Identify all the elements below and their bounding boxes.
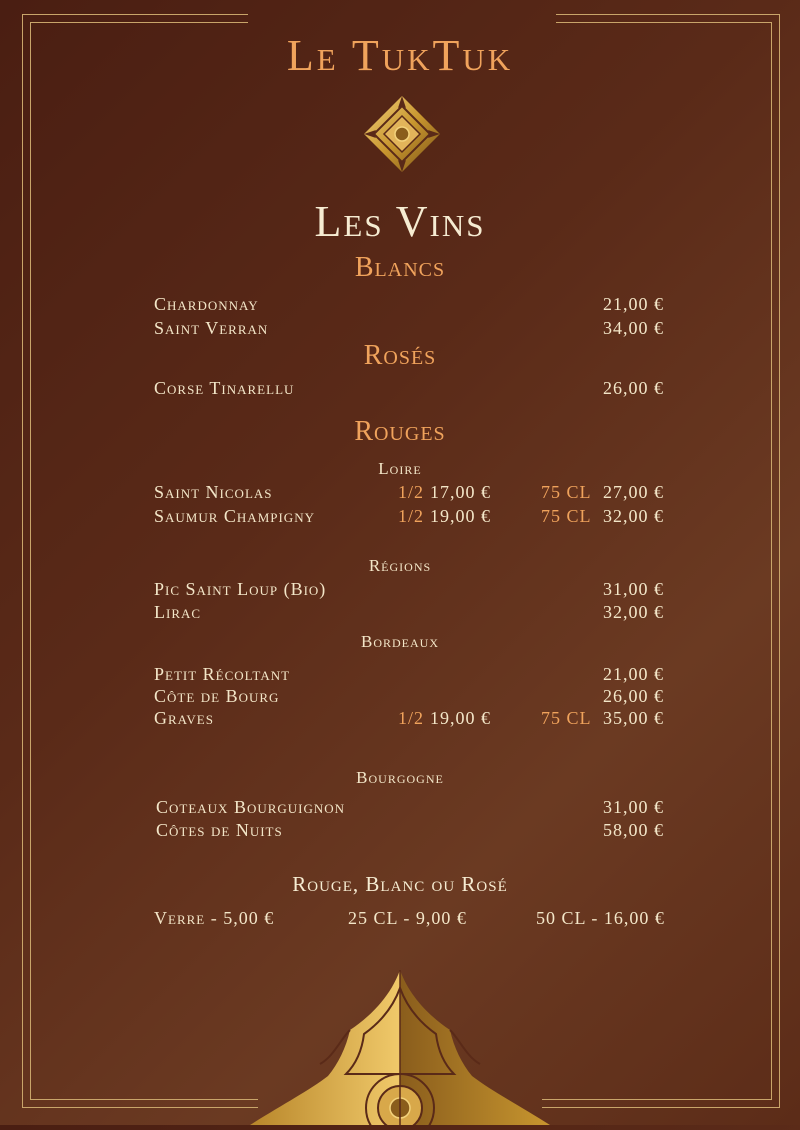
wine-name: Côtes de Nuits [156, 820, 283, 840]
wine-row [0, 506, 800, 530]
restaurant-name: Le TukTuk [286, 31, 514, 80]
wine-price: 21,00 € [603, 664, 664, 684]
subsection-title-bordeaux: Bordeaux [360, 632, 439, 651]
wine-row [0, 482, 800, 506]
subsection-title-loire: Loire [378, 459, 422, 478]
wine-name: Graves [154, 708, 214, 728]
wine-price: 31,00 € [603, 797, 664, 817]
wine-price: 35,00 € [603, 708, 664, 728]
subsection-title-regions: Régions [368, 556, 432, 575]
frame-bottom-right-inner [542, 1099, 772, 1100]
bottle-size-label: 75 CL [541, 708, 592, 728]
wine-price: 21,00 € [603, 294, 664, 314]
glass-price: Verre - 5,00 € [154, 908, 275, 928]
frame-bottom-right [542, 1107, 780, 1108]
thai-temple-ornament-icon [250, 968, 550, 1125]
wine-row [0, 579, 800, 603]
wine-row [0, 378, 800, 402]
wine-name: Petit Récoltant [154, 664, 291, 684]
half-bottle-label: 1/2 [398, 708, 425, 728]
page-title: Les Vins [314, 197, 486, 246]
50cl-price: 50 CL - 16,00 € [536, 908, 665, 928]
wine-row [0, 797, 800, 821]
half-bottle-price: 17,00 € [430, 482, 491, 502]
frame-top-right-inner [556, 22, 772, 23]
wine-row [0, 820, 800, 844]
frame-top-left [22, 14, 248, 15]
wine-name: Pic Saint Loup (Bio) [154, 579, 327, 599]
wine-name: Côte de Bourg [154, 686, 280, 706]
wine-name: Chardonnay [154, 294, 259, 314]
wine-price: 58,00 € [603, 820, 664, 840]
frame-top-left-inner [30, 22, 248, 23]
wine-price: 32,00 € [603, 506, 664, 526]
wine-name: Corse Tinarellu [154, 378, 295, 398]
frame-bottom-left-inner [30, 1099, 258, 1100]
wine-name: Saint Nicolas [154, 482, 273, 502]
wine-row [0, 318, 800, 342]
25cl-price: 25 CL - 9,00 € [348, 908, 467, 928]
half-bottle-label: 1/2 [398, 506, 425, 526]
by-glass-title: Rouge, Blanc ou Rosé [292, 872, 508, 896]
thai-diamond-ornament-icon [362, 94, 442, 174]
half-bottle-label: 1/2 [398, 482, 425, 502]
section-title-roses: Rosés [363, 340, 437, 371]
subsection-title-bourgogne: Bourgogne [356, 768, 444, 787]
wine-price: 31,00 € [603, 579, 664, 599]
wine-name: Lirac [154, 602, 202, 622]
half-bottle-price: 19,00 € [430, 506, 491, 526]
wine-row [0, 294, 800, 318]
wine-price: 32,00 € [603, 602, 664, 622]
wine-name: Coteaux Bourguignon [156, 797, 346, 817]
frame-top-right [556, 14, 780, 15]
half-bottle-price: 19,00 € [430, 708, 491, 728]
section-title-rouges: Rouges [354, 416, 446, 447]
wine-price: 27,00 € [603, 482, 664, 502]
wine-row [0, 602, 800, 626]
frame-bottom-left [22, 1107, 258, 1108]
section-title-blancs: Blancs [354, 252, 446, 283]
wine-price: 26,00 € [603, 378, 664, 398]
wine-price: 26,00 € [603, 686, 664, 706]
wine-row [0, 708, 800, 732]
bottle-size-label: 75 CL [541, 482, 592, 502]
wine-row [0, 664, 800, 688]
wine-row [0, 686, 800, 710]
bottle-size-label: 75 CL [541, 506, 592, 526]
wine-name: Saint Verran [154, 318, 269, 338]
wine-price: 34,00 € [603, 318, 664, 338]
wine-name: Saumur Champigny [154, 506, 315, 526]
